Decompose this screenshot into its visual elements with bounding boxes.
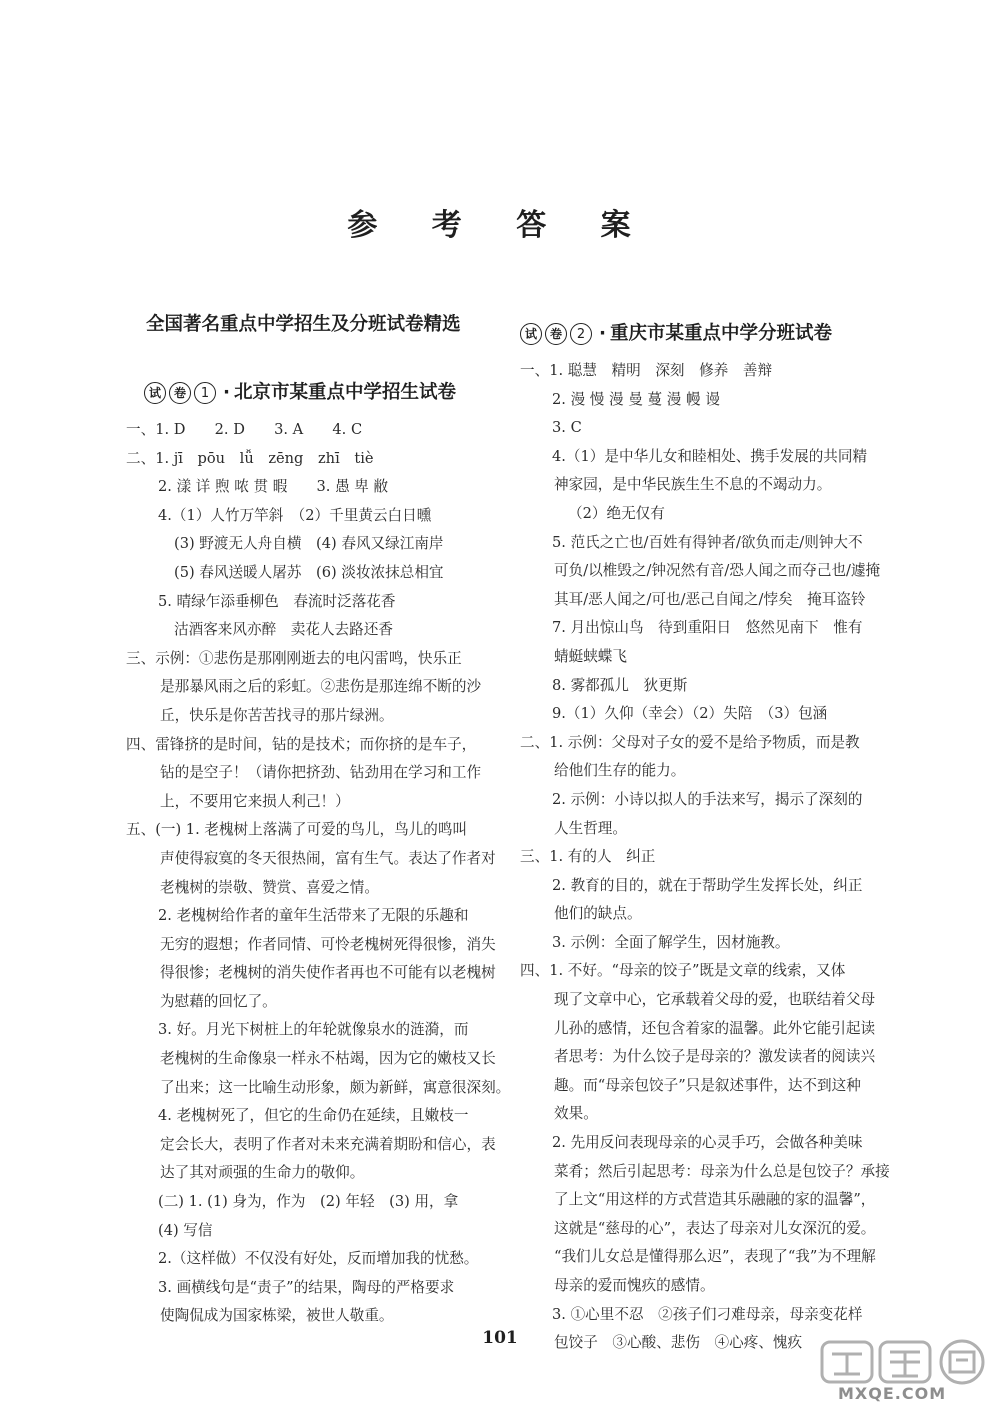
exam-title: 重庆市某重点中学分班试卷 — [610, 323, 833, 344]
answer-line: 菜肴；然后引起思考：母亲为什么总是包饺子？承接 — [554, 1162, 890, 1180]
exam-badge-juan: 卷 — [169, 382, 191, 404]
answer-line: 二、1. jī pōu lǚ zēng zhī tiè — [126, 449, 374, 467]
answer-line: 三、1. 有的人 纠正 — [520, 848, 656, 866]
answer-line: 声使得寂寞的冬天很热闹，富有生气。表达了作者对 — [160, 849, 496, 867]
answer-line: 使陶侃成为国家栋梁，被世人敬重。 — [160, 1307, 394, 1325]
answer-line: (4) 写信 — [158, 1221, 213, 1239]
answer-line: “我们儿女总是懂得那么迟”，表现了“我”为不理解 — [554, 1248, 876, 1266]
answer-line: 上，不要用它来损人利己！） — [160, 792, 350, 810]
answer-line: 4.（1）是中华儿女和睦相处、携手发展的共同精 — [552, 447, 868, 465]
answer-line: 他们的缺点。 — [554, 905, 642, 923]
answer-lines — [126, 416, 531, 1331]
answer-line: 趣。而“母亲包饺子”只是叙述事件，达不到这种 — [554, 1076, 861, 1094]
answer-line: 2. 示例：小诗以拟人的手法来写，揭示了深刻的 — [552, 790, 863, 808]
answer-line: 可负/以椎毁之/钟况然有音/恐人闻之而夺己也/遽掩 — [554, 562, 881, 580]
answer-line: 5. 范氏之亡也/百姓有得钟者/欲负而走/则钟大不 — [552, 533, 863, 551]
answer-line: 母亲的爱而愧疚的感情。 — [554, 1277, 715, 1294]
watermark-site: MXQE.COM — [838, 1384, 947, 1403]
answer-line: 一、1. D 2. D 3. A 4. C — [126, 421, 363, 438]
answer-line: 8. 雾都孤儿 狄更斯 — [552, 676, 688, 694]
answer-line: 达了其对顽强的生命力的敬仰。 — [160, 1164, 365, 1182]
answer-line: 这就是“慈母的心”，表达了母亲对儿女深沉的爱。 — [554, 1219, 876, 1237]
watermark — [820, 1338, 992, 1408]
answer-line: 四、雷锋挤的是时间，钻的是技术；而你挤的是车子， — [126, 735, 477, 753]
answer-line: 老槐树的崇敬、赞赏、喜爱之情。 — [160, 878, 379, 896]
answer-line: 五、(一) 1. 老槐树上落满了可爱的鸟儿，鸟儿的鸣叫 — [126, 821, 468, 839]
answer-line: 无穷的遐想；作者同情、可怜老槐树死得很惨，消失 — [160, 935, 496, 953]
answer-line: 2. 先用反问表现母亲的心灵手巧，会做各种美味 — [552, 1134, 863, 1152]
answer-line: (3) 野渡无人舟自横 (4) 春风又绿江南岸 — [174, 535, 444, 553]
answer-line: 3. 好。月光下树桩上的年轮就像泉水的涟漪，而 — [158, 1021, 469, 1039]
answer-line: 2. 漫 慢 漫 曼 蔓 漫 幔 谩 — [552, 390, 720, 408]
answer-line: 其耳/恶人闻之/可也/恶己自闻之/悖矣 掩耳盗铃 — [554, 590, 866, 608]
answer-line: 沽酒客来风亦醉 卖花人去路还香 — [174, 621, 393, 639]
answer-line: (5) 春风送暖人屠苏 (6) 淡妆浓抹总相宜 — [174, 563, 444, 581]
answer-line: 一、1. 聪慧 精明 深刻 修养 善辩 — [520, 362, 773, 379]
answer-line: 2. 老槐树给作者的童年生活带来了无限的乐趣和 — [158, 907, 469, 925]
answer-line: 钻的是空子！（请你把挤劲、钻劲用在学习和工作 — [160, 764, 482, 782]
answer-line: 2. 漾 详 煦 哝 贯 暇 3. 愚 卑 敝 — [158, 478, 389, 496]
page-title: 参 考 答 案 — [347, 208, 653, 243]
exam-number-badge: 1 — [194, 382, 216, 404]
answer-line: 现了文章中心，它承载着父母的爱，也联结着父母 — [554, 991, 876, 1009]
answer-line: 蜻蜓蛱蝶飞 — [554, 647, 627, 665]
answer-line: 二、1. 示例：父母对子女的爱不是给予物质，而是教 — [520, 733, 860, 751]
right-column — [520, 317, 920, 1358]
answer-line: 儿孙的感情，还包含着家的温馨。此外它能引起读 — [554, 1019, 876, 1037]
answer-line: 4.（1）人竹万竿斜 （2）千里黄云白日曛 — [158, 506, 432, 524]
answer-line: 为慰藉的回忆了。 — [160, 992, 277, 1010]
answer-line: 得很惨；老槐树的消失使作者再也不可能有以老槐树 — [160, 964, 496, 982]
collection-heading: 全国著名重点中学招生及分班试卷精选 — [146, 314, 461, 335]
exam-badge-shi: 试 — [144, 382, 166, 404]
answer-line: 是那暴风雨之后的彩虹。②悲伤是那连绵不断的沙 — [160, 678, 482, 696]
answer-line: 3. ①心里不忍 ②孩子们刁难母亲，母亲变花样 — [552, 1305, 863, 1323]
left-column — [126, 310, 531, 1331]
answer-line: 者思考：为什么饺子是母亲的？激发读者的阅读兴 — [554, 1048, 876, 1066]
answer-line: 3. C — [552, 419, 582, 437]
answer-line: 丘，快乐是你苦苦找寻的那片绿洲。 — [160, 706, 394, 724]
answer-line: 四、1. 不好。“母亲的饺子”既是文章的线索，又体 — [520, 962, 846, 980]
answer-line: (二) 1. (1) 身为，作为 (2) 年轻 (3) 用，拿 — [158, 1193, 459, 1211]
answer-line: 三、示例：①悲伤是那刚刚逝去的电闪雷鸣，快乐正 — [126, 649, 462, 667]
exam-badge-shi: 试 — [520, 323, 542, 345]
answer-line: 了上文“用这样的方式营造其乐融融的家的温馨”， — [554, 1191, 876, 1209]
answer-line: 神家园，是中华民族生生不息的不竭动力。 — [554, 476, 832, 494]
answer-lines — [520, 357, 920, 1358]
answer-line: 2. 教育的目的，就在于帮助学生发挥长处，纠正 — [552, 876, 863, 894]
watermark-logo-icon — [820, 1338, 992, 1386]
heading-separator: · — [599, 323, 607, 344]
answer-line: 2.（这样做）不仅没有好处，反而增加我的忧愁。 — [158, 1250, 479, 1268]
exam-number-badge: 2 — [570, 323, 592, 345]
answer-line: 效果。 — [554, 1105, 598, 1123]
answer-line: 包饺子 ③心酸、悲伤 ④心疼、愧疚 — [554, 1334, 803, 1352]
answer-line: 5. 晴绿乍添垂柳色 春流时泛落花香 — [158, 592, 396, 610]
answer-line: （2）绝无仅有 — [568, 504, 665, 522]
answer-line: 3. 示例：全面了解学生，因材施教。 — [552, 933, 790, 951]
answer-line: 老槐树的生命像泉一样永不枯竭，因为它的嫩枝又长 — [160, 1050, 496, 1068]
answer-line: 定会长大，表明了作者对未来充满着期盼和信心，表 — [160, 1135, 496, 1153]
exam-title: 北京市某重点中学招生试卷 — [234, 382, 457, 403]
exam-2-heading — [520, 317, 920, 351]
answer-line: 给他们生存的能力。 — [554, 762, 686, 780]
answer-line: 9.（1）久仰（幸会）（2）失陪 （3）包涵 — [552, 705, 828, 723]
answer-line: 人生哲理。 — [554, 819, 627, 837]
exam-badge-juan: 卷 — [545, 323, 567, 345]
answer-line: 了出来；这一比喻生动形象，颇为新鲜，寓意很深刻。 — [160, 1078, 511, 1096]
answer-line: 4. 老槐树死了，但它的生命仍在延续，且嫩枝一 — [158, 1107, 469, 1125]
heading-separator: · — [223, 382, 231, 403]
answer-line: 7. 月出惊山鸟 待到重阳日 悠然见南下 惟有 — [552, 619, 863, 637]
answer-line: 3. 画横线句是“责子”的结果，陶母的严格要求 — [158, 1278, 455, 1296]
exam-1-heading — [126, 376, 531, 410]
page-number: 101 — [482, 1328, 518, 1348]
